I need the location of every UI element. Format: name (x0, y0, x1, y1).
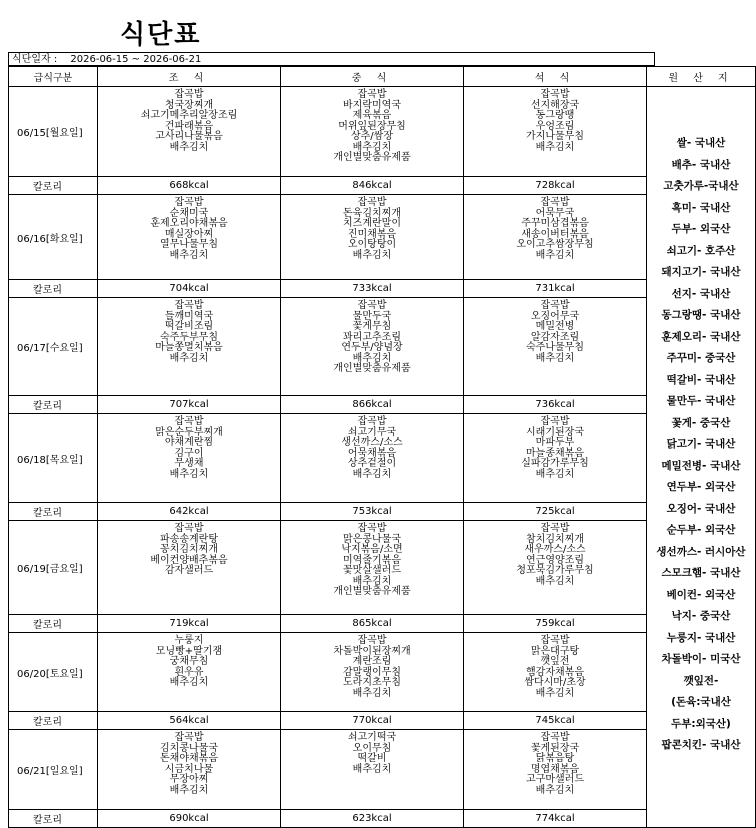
menu-item: 돈육김치찌개 (343, 207, 401, 219)
menu-item: 배추김치 (535, 575, 575, 587)
menu-item: 배추김치 (352, 141, 392, 153)
menu-item: 잡곡밥 (540, 523, 570, 534)
menu-item: 숙주나물무침 (526, 342, 584, 353)
menu-item: 숙주두부무침 (160, 331, 218, 343)
origin-list (647, 87, 756, 828)
day-date: 06/17[수요일] (9, 298, 98, 396)
menu-item: 꽃맛살샐러드 (343, 565, 401, 576)
menu-item: 배추김치 (169, 141, 209, 153)
menu-item: 선지해장국 (530, 99, 580, 111)
dinner-menu (464, 633, 647, 712)
calorie-value: 719kcal (98, 615, 281, 633)
calorie-label: 칼로리 (9, 280, 98, 298)
menu-item: 꽁치김치찌개 (160, 544, 218, 555)
calorie-label: 칼로리 (9, 810, 98, 828)
origin-item: 선지- 국내산 (671, 287, 731, 300)
menu-item: 맑은콩나물국 (343, 533, 401, 545)
dinner-menu (464, 414, 647, 503)
menu-item: 어묵무국 (535, 207, 575, 219)
menu-item: 낙지볶음/소면 (341, 544, 403, 555)
origin-item: 돼지고기- 국내산 (661, 266, 741, 278)
calorie-row (9, 280, 756, 298)
lunch-menu (281, 298, 464, 396)
menu-item: 배추김치 (169, 784, 209, 796)
menu-item: 시금치나물 (164, 763, 214, 775)
menu-item: 김치콩나물국 (160, 742, 218, 754)
origin-item: (돈육:국내산 (671, 696, 731, 708)
lunch-menu (281, 195, 464, 280)
origin-item: 훈제오리- 국내산 (661, 330, 741, 343)
dinner-menu (464, 730, 647, 810)
origin-item: 오징어- 국내산 (666, 502, 736, 515)
breakfast-menu (98, 87, 281, 177)
menu-item: 생선까스/소스 (341, 437, 403, 448)
menu-item: 훈제오리야채볶음 (150, 218, 228, 229)
menu-item: 맑은대구탕 (530, 645, 580, 657)
menu-item: 마파두부 (535, 437, 575, 448)
calorie-value: 707kcal (98, 396, 281, 414)
origin-item: 닭고기- 국내산 (666, 438, 736, 450)
menu-item: 실파감가루무침 (521, 458, 589, 469)
menu-item: 잡곡밥 (540, 89, 570, 100)
breakfast-menu (98, 521, 281, 615)
day-date: 06/19[금요일] (9, 521, 98, 615)
menu-item: 파송송계란탕 (160, 533, 218, 545)
day-row (9, 87, 756, 177)
calorie-label: 칼로리 (9, 396, 98, 414)
calorie-row (9, 712, 756, 730)
lunch-menu (281, 414, 464, 503)
menu-item: 새우까스/소스 (524, 544, 586, 555)
menu-item: 상추겉절이 (347, 458, 397, 469)
menu-item: 바지락미역국 (343, 99, 401, 111)
calorie-value: 728kcal (464, 177, 647, 195)
calorie-value: 866kcal (281, 396, 464, 414)
calorie-row (9, 396, 756, 414)
menu-item: 들깨미역국 (164, 310, 214, 322)
origin-item: 배추- 국내산 (671, 158, 731, 171)
menu-item: 배추김치 (352, 687, 392, 699)
menu-item: 잡곡밥 (174, 300, 204, 311)
menu-table (8, 66, 756, 828)
menu-item: 잡곡밥 (357, 89, 387, 100)
menu-item: 가지나물무침 (526, 131, 584, 142)
lunch-menu (281, 633, 464, 712)
calorie-value: 770kcal (281, 712, 464, 730)
header-meal-type: 급식구분 (9, 67, 98, 87)
header-origin: 원 산 지 (647, 67, 756, 87)
lunch-menu (281, 521, 464, 615)
menu-item: 배추김치 (535, 687, 575, 699)
menu-item: 쇠고기메추리알장조림 (140, 110, 238, 121)
calorie-value: 690kcal (98, 810, 281, 828)
calorie-value: 753kcal (281, 503, 464, 521)
calorie-row (9, 503, 756, 521)
calorie-value: 733kcal (281, 280, 464, 298)
breakfast-menu (98, 195, 281, 280)
day-date: 06/16[화요일] (9, 195, 98, 280)
menu-item: 쌈다시마/초장 (524, 677, 586, 688)
menu-item: 메밀전병 (535, 321, 575, 332)
menu-item: 개인별맞춤유제품 (333, 363, 411, 374)
calorie-label: 칼로리 (9, 177, 98, 195)
origin-item: 두부:외국산) (671, 717, 731, 730)
calorie-label: 칼로리 (9, 712, 98, 730)
menu-item: 꽃게된장국 (530, 742, 580, 754)
menu-item: 배추김치 (169, 352, 209, 364)
origin-item: 팝콘치킨- 국내산 (661, 739, 741, 751)
menu-item: 햄감자채볶음 (526, 666, 584, 678)
menu-item: 열무나물무침 (160, 239, 218, 250)
menu-item: 치즈계란말이 (343, 218, 401, 229)
menu-item: 잡곡밥 (357, 635, 387, 646)
period-row (8, 52, 655, 66)
calorie-value: 564kcal (98, 712, 281, 730)
period-value: 2026-06-15 ~ 2026-06-21 (70, 54, 202, 65)
calorie-label: 칼로리 (9, 615, 98, 633)
calorie-value: 865kcal (281, 615, 464, 633)
origin-item: 꽃게- 중국산 (671, 416, 731, 429)
dinner-menu (464, 298, 647, 396)
menu-item: 무생채 (174, 458, 204, 469)
menu-item: 맑은순두부찌개 (155, 426, 223, 438)
menu-item: 배추김치 (169, 677, 209, 688)
day-row (9, 414, 756, 503)
menu-item: 잡곡밥 (174, 416, 204, 427)
origin-item: 물만두- 국내산 (666, 395, 736, 407)
origin-item: 순두부- 외국산 (666, 524, 736, 536)
menu-item: 도라지초무침 (343, 677, 401, 688)
origin-item: 낙지- 중국산 (671, 610, 731, 622)
menu-item: 배추김치 (352, 763, 392, 775)
menu-item: 배추김치 (535, 784, 575, 796)
menu-item: 배추김치 (352, 249, 392, 261)
calorie-value: 668kcal (98, 177, 281, 195)
menu-item: 배추김치 (169, 249, 209, 261)
menu-item: 배추김치 (535, 352, 575, 364)
menu-item: 동그랑땡 (535, 110, 575, 121)
menu-item: 잡곡밥 (540, 416, 570, 427)
origin-item: 쇠고기- 호주산 (666, 244, 736, 257)
menu-item: 잡곡밥 (540, 197, 570, 208)
menu-item: 어묵채볶음 (347, 447, 397, 459)
day-row (9, 195, 756, 280)
menu-item: 순채미국 (169, 207, 209, 219)
menu-item: 잡곡밥 (357, 300, 387, 311)
lunch-menu (281, 87, 464, 177)
menu-item: 떡갈비 (357, 753, 387, 764)
menu-item: 궁채무침 (169, 656, 209, 667)
origin-item: 쌀- 국내산 (676, 137, 726, 149)
menu-item: 야채계란찜 (164, 437, 214, 448)
menu-item: 고구마샐러드 (526, 774, 584, 785)
menu-item: 떡갈비조림 (164, 321, 214, 332)
menu-item: 잡곡밥 (174, 89, 204, 100)
dinner-menu (464, 521, 647, 615)
menu-item: 청포묵김가루무침 (516, 565, 594, 576)
menu-item: 차돌박이된장찌개 (333, 645, 411, 657)
menu-item: 누룽지 (174, 635, 204, 646)
menu-item: 상추/쌈장 (350, 131, 393, 142)
breakfast-menu (98, 298, 281, 396)
calorie-value: 704kcal (98, 280, 281, 298)
day-date: 06/21[일요일] (9, 730, 98, 810)
calorie-value: 745kcal (464, 712, 647, 730)
origin-item: 깻잎전- (683, 674, 719, 687)
origin-item: 흑미- 국내산 (671, 201, 731, 214)
menu-item: 잡곡밥 (540, 300, 570, 311)
origin-item: 동그랑땡- 국내산 (661, 309, 741, 321)
menu-item: 제육볶음 (352, 110, 392, 121)
calorie-value: 725kcal (464, 503, 647, 521)
calorie-value: 736kcal (464, 396, 647, 414)
menu-item: 진미채볶음 (347, 228, 397, 240)
calorie-row (9, 810, 756, 828)
menu-item: 잡곡밥 (174, 732, 204, 743)
calorie-value: 731kcal (464, 280, 647, 298)
menu-item: 배추김치 (535, 141, 575, 153)
calorie-value: 623kcal (281, 810, 464, 828)
menu-item: 감말랭이무침 (343, 666, 401, 678)
calorie-row (9, 615, 756, 633)
breakfast-menu (98, 633, 281, 712)
menu-item: 고사리나물볶음 (155, 131, 223, 142)
menu-item: 미역줄기볶음 (343, 554, 401, 566)
menu-item: 잡곡밥 (357, 523, 387, 534)
menu-item: 꽈리고추조림 (343, 331, 401, 343)
menu-item: 닭볶음탕 (535, 753, 575, 764)
menu-item: 오이탕탕이 (347, 239, 397, 250)
calorie-value: 846kcal (281, 177, 464, 195)
menu-item: 시래기된장국 (526, 426, 584, 438)
menu-item: 꽃게무침 (352, 321, 392, 332)
menu-item: 배추김치 (352, 468, 392, 480)
origin-item: 메밀전병- 국내산 (661, 459, 741, 472)
menu-item: 연두부/양념장 (341, 342, 403, 353)
calorie-row (9, 177, 756, 195)
menu-item: 개인별맞춤유제품 (333, 586, 411, 597)
menu-item: 잡곡밥 (540, 732, 570, 743)
menu-item: 배추김치 (352, 352, 392, 364)
menu-item: 돈채야채볶음 (160, 753, 218, 764)
menu-item: 잡곡밥 (540, 635, 570, 646)
dinner-menu (464, 87, 647, 177)
day-date: 06/18[목요일] (9, 414, 98, 503)
breakfast-menu (98, 414, 281, 503)
menu-item: 계란조림 (352, 656, 392, 667)
menu-item: 깻잎전 (540, 656, 570, 667)
day-row (9, 730, 756, 810)
menu-item: 김구이 (174, 447, 204, 459)
origin-item: 스모크햄- 국내산 (661, 567, 741, 579)
origin-item: 주꾸미- 중국산 (666, 352, 736, 364)
day-row (9, 521, 756, 615)
menu-item: 청국장찌개 (164, 99, 214, 111)
origin-item: 두부- 외국산 (671, 223, 731, 235)
menu-item: 오이무침 (352, 742, 392, 754)
origin-item: 고춧가루-국내산 (663, 180, 739, 192)
menu-item: 배추김치 (535, 249, 575, 261)
menu-item: 무장아찌 (169, 774, 209, 785)
menu-item: 잡곡밥 (174, 197, 204, 208)
origin-item: 떡갈비- 국내산 (666, 373, 736, 386)
menu-item: 오이고추쌈장무침 (516, 239, 594, 250)
menu-item: 명엽채볶음 (530, 763, 580, 775)
origin-item: 연두부- 외국산 (666, 481, 736, 493)
dinner-menu (464, 195, 647, 280)
menu-item: 연근영양조림 (526, 554, 584, 566)
menu-item: 흰우유 (174, 666, 204, 678)
menu-item: 잡곡밥 (357, 416, 387, 427)
page-title: 식단표 (120, 20, 202, 50)
menu-item: 매실장아찌 (164, 228, 214, 240)
day-date: 06/20[토요일] (9, 633, 98, 712)
origin-item: 차돌박이- 미국산 (661, 653, 741, 665)
origin-item: 누룽지- 국내산 (666, 631, 736, 644)
menu-item: 새송이버터볶음 (521, 228, 589, 240)
menu-item: 마늘종채볶음 (526, 447, 584, 459)
menu-item: 마늘쫑멸치볶음 (155, 342, 223, 353)
menu-item: 알감자조림 (530, 331, 580, 343)
calorie-label: 칼로리 (9, 503, 98, 521)
menu-item: 머위잎된장무침 (338, 120, 406, 132)
period-label: 식단일자 : (12, 54, 58, 65)
menu-item: 주꾸미삼겹볶음 (521, 218, 589, 229)
menu-item: 오징어무국 (530, 310, 580, 322)
menu-item: 개인별맞춤유제품 (333, 152, 411, 163)
origin-item: 생선까스- 러시아산 (656, 545, 746, 558)
calorie-value: 759kcal (464, 615, 647, 633)
menu-item: 배추김치 (169, 468, 209, 480)
day-date: 06/15[월요일] (9, 87, 98, 177)
menu-item: 잡곡밥 (174, 523, 204, 534)
menu-item: 베이컨양배추볶음 (150, 554, 228, 566)
menu-item: 건파래볶음 (164, 120, 214, 132)
breakfast-menu (98, 730, 281, 810)
lunch-menu (281, 730, 464, 810)
header-breakfast: 조 식 (98, 67, 281, 87)
menu-item: 우엉조림 (535, 120, 575, 132)
header-lunch: 중 식 (281, 67, 464, 87)
menu-item: 참치김치찌개 (526, 533, 584, 545)
menu-item: 모닝빵+딸기잼 (155, 645, 223, 657)
header-dinner: 석 식 (464, 67, 647, 87)
day-row (9, 633, 756, 712)
menu-item: 배추김치 (535, 468, 575, 480)
menu-item: 잡곡밥 (357, 197, 387, 208)
calorie-value: 642kcal (98, 503, 281, 521)
calorie-value: 774kcal (464, 810, 647, 828)
menu-item: 배추김치 (352, 575, 392, 587)
menu-item: 쇠고기무국 (347, 426, 397, 438)
menu-item: 감자샐러드 (164, 565, 214, 576)
origin-item: 베이컨- 외국산 (666, 588, 736, 601)
menu-item: 쇠고기떡국 (347, 732, 397, 743)
day-row (9, 298, 756, 396)
menu-item: 물만두국 (352, 310, 392, 322)
